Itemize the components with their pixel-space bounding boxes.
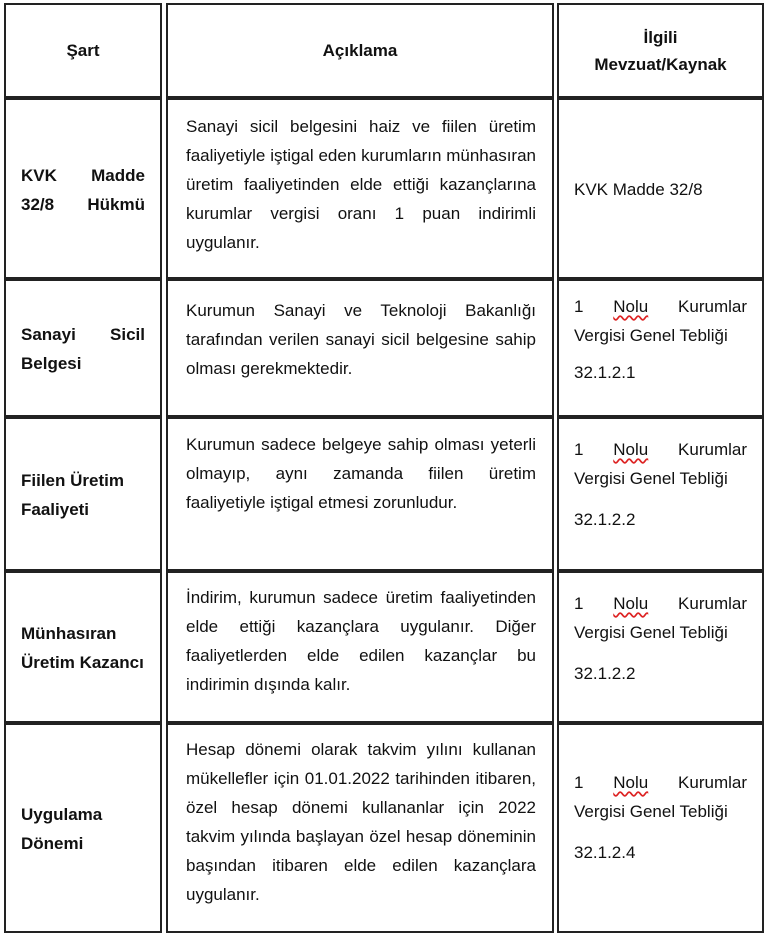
header-condition: Şart [4, 3, 162, 98]
source-section: 32.1.2.2 [574, 510, 636, 529]
row-3-condition: Fiilen Üretim Faaliyeti [4, 417, 162, 571]
header-source [557, 3, 764, 98]
source-section: 32.1.2.2 [574, 664, 636, 683]
source-line-2: Vergisi Genel Tebliği [574, 802, 728, 821]
row-1-source: KVK Madde 32/8 [557, 98, 764, 279]
source-line-1: 1 Nolu Kurumlar [574, 440, 747, 459]
source-line-2: Vergisi Genel Tebliği [574, 623, 728, 642]
row-1-description: Sanayi sicil belgesini haiz ve fiilen üretim faaliyetiyle iştigal eden kurumların münhasıran üretim faaliyetinden elde ettiği kazançlarına kurumlar vergisi oranı 1 puan indirimli uygulanır. [166, 98, 554, 279]
row-4-description: İndirim, kurumun sadece üretim faaliyetinden elde ettiği kazançlara uygulanır. Diğer faaliyetlerden elde edilen kazançlar bu indirimin dışında kalır. [166, 571, 554, 723]
row-5-source [557, 723, 764, 933]
row-3-description: Kurumun sadece belgeye sahip olması yeterli olmayıp, aynı zamanda fiilen üretim faaliyetiyle iştigal etmesi zorunludur. [166, 417, 554, 571]
row-1-condition: KVK Madde 32/8 Hükmü [4, 98, 162, 279]
row-3-source [557, 417, 764, 571]
row-5-description: Hesap dönemi olarak takvim yılını kullanan mükellefler için 01.01.2022 tarihinden itibaren, özel hesap dönemi kullananlar için 2022 takvim yılında başlayan özel hesap döneminin başından itibaren elde edilen kazançlara uygulanır. [166, 723, 554, 933]
source-line-1: 1 Nolu Kurumlar [574, 594, 747, 613]
header-source-line1: İlgili [643, 27, 678, 47]
source-line-2: Vergisi Genel Tebliği [574, 326, 728, 345]
source-section: 32.1.2.1 [574, 363, 636, 382]
row-4-condition: Münhasıran Üretim Kazancı [4, 571, 162, 723]
source-line-2: Vergisi Genel Tebliği [574, 469, 728, 488]
header-description: Açıklama [166, 3, 554, 98]
row-5-condition: Uygulama Dönemi [4, 723, 162, 933]
row-4-source [557, 571, 764, 723]
conditions-table [4, 3, 764, 933]
header-source-line2: Mevzuat/Kaynak [594, 54, 727, 74]
row-2-condition: Sanayi Sicil Belgesi [4, 279, 162, 417]
source-line-1: 1 Nolu Kurumlar [574, 297, 747, 316]
row-2-description: Kurumun Sanayi ve Teknoloji Bakanlığı tarafından verilen sanayi sicil belgesine sahip olması gerekmektedir. [166, 279, 554, 417]
source-section: 32.1.2.4 [574, 843, 636, 862]
source-line-1: 1 Nolu Kurumlar [574, 773, 747, 792]
row-2-source [557, 279, 764, 417]
